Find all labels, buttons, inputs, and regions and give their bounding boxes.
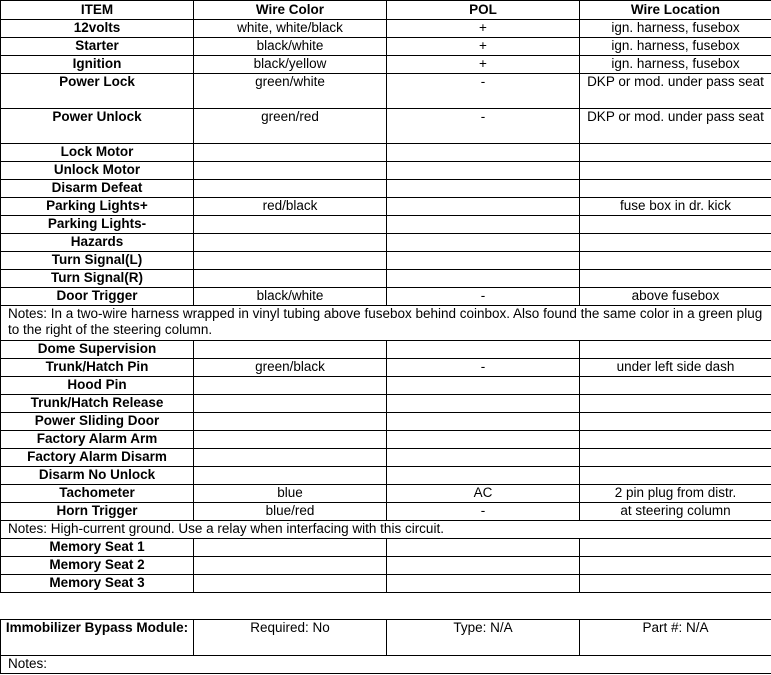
pol-cell [387, 431, 580, 449]
item-cell: Unlock Motor [1, 162, 194, 180]
wire-location-cell [580, 467, 771, 485]
table-row [1, 485, 771, 503]
header-wire-color: Wire Color [194, 1, 387, 20]
pol-cell [387, 216, 580, 234]
wire-location-cell: DKP or mod. under pass seat [580, 74, 771, 109]
table-row [1, 431, 771, 449]
pol-cell: + [387, 56, 580, 74]
item-cell: Horn Trigger [1, 503, 194, 521]
wire-color-cell: black/white [194, 288, 387, 306]
item-cell: Trunk/Hatch Pin [1, 359, 194, 377]
table-row [1, 74, 771, 109]
wire-location-cell: ign. harness, fusebox [580, 20, 771, 38]
table-row [1, 575, 771, 593]
item-cell: Starter [1, 38, 194, 56]
pol-cell: - [387, 503, 580, 521]
table-row [1, 56, 771, 74]
table-row [1, 449, 771, 467]
pol-cell [387, 395, 580, 413]
wire-location-cell: ign. harness, fusebox [580, 56, 771, 74]
wire-color-cell [194, 557, 387, 575]
header-item: ITEM [1, 1, 194, 20]
table-row [1, 341, 771, 359]
wire-color-cell [194, 180, 387, 198]
immobilizer-type: Type: N/A [387, 620, 580, 656]
pol-cell [387, 198, 580, 216]
item-cell: Factory Alarm Arm [1, 431, 194, 449]
wire-location-cell [580, 557, 771, 575]
pol-cell [387, 234, 580, 252]
immobilizer-label: Immobilizer Bypass Module: [1, 620, 194, 656]
table-row [1, 377, 771, 395]
table-row [1, 162, 771, 180]
pol-cell [387, 270, 580, 288]
notes-row [1, 521, 771, 539]
pol-cell [387, 557, 580, 575]
wire-color-cell: red/black [194, 198, 387, 216]
table-row [1, 467, 771, 485]
notes-text: Notes: In a two-wire harness wrapped in vinyl tubing above fusebox behind coinbox. Also found the same color in a green plug to the right of the steering column. [1, 306, 771, 341]
header-wire-location: Wire Location [580, 1, 771, 20]
immobilizer-table [0, 619, 771, 674]
table-row [1, 539, 771, 557]
wire-color-cell [194, 431, 387, 449]
wire-location-cell [580, 431, 771, 449]
immobilizer-notes-row [1, 656, 771, 674]
table-row [1, 252, 771, 270]
wire-color-cell [194, 539, 387, 557]
table-header-row [1, 1, 771, 20]
notes-row [1, 306, 771, 341]
item-cell: Memory Seat 3 [1, 575, 194, 593]
item-cell: Trunk/Hatch Release [1, 395, 194, 413]
wire-color-cell [194, 413, 387, 431]
pol-cell: + [387, 38, 580, 56]
wire-color-cell [194, 270, 387, 288]
item-cell: Parking Lights- [1, 216, 194, 234]
wire-color-cell [194, 395, 387, 413]
wire-location-cell: under left side dash [580, 359, 771, 377]
pol-cell [387, 162, 580, 180]
immobilizer-row [1, 620, 771, 656]
item-cell: Factory Alarm Disarm [1, 449, 194, 467]
item-cell: Ignition [1, 56, 194, 74]
item-cell: 12volts [1, 20, 194, 38]
item-cell: Memory Seat 2 [1, 557, 194, 575]
pol-cell [387, 144, 580, 162]
wire-color-cell [194, 144, 387, 162]
wire-location-cell [580, 377, 771, 395]
table-row [1, 144, 771, 162]
wire-color-cell [194, 216, 387, 234]
item-cell: Power Unlock [1, 109, 194, 144]
pol-cell: - [387, 288, 580, 306]
wire-location-cell [580, 180, 771, 198]
immobilizer-part: Part #: N/A [580, 620, 771, 656]
table-row [1, 359, 771, 377]
wire-color-cell: blue [194, 485, 387, 503]
wire-color-cell [194, 575, 387, 593]
pol-cell [387, 180, 580, 198]
pol-cell: AC [387, 485, 580, 503]
wire-color-cell [194, 234, 387, 252]
wire-location-cell [580, 162, 771, 180]
table-row [1, 413, 771, 431]
table-row [1, 270, 771, 288]
item-cell: Disarm Defeat [1, 180, 194, 198]
item-cell: Power Lock [1, 74, 194, 109]
notes-text: Notes: High-current ground. Use a relay when interfacing with this circuit. [1, 521, 771, 539]
wire-location-cell [580, 144, 771, 162]
wire-color-cell [194, 467, 387, 485]
item-cell: Hood Pin [1, 377, 194, 395]
pol-cell [387, 413, 580, 431]
item-cell: Turn Signal(R) [1, 270, 194, 288]
item-cell: Lock Motor [1, 144, 194, 162]
wire-location-cell: above fusebox [580, 288, 771, 306]
wire-location-cell [580, 449, 771, 467]
table-row [1, 395, 771, 413]
pol-cell [387, 341, 580, 359]
wire-location-cell: DKP or mod. under pass seat [580, 109, 771, 144]
pol-cell [387, 467, 580, 485]
wire-location-cell: fuse box in dr. kick [580, 198, 771, 216]
wire-location-cell [580, 575, 771, 593]
wire-color-cell: green/white [194, 74, 387, 109]
pol-cell [387, 449, 580, 467]
pol-cell: - [387, 359, 580, 377]
table-row [1, 216, 771, 234]
table-row [1, 20, 771, 38]
table-row [1, 288, 771, 306]
wire-color-cell: blue/red [194, 503, 387, 521]
table-row [1, 109, 771, 144]
wire-color-cell [194, 162, 387, 180]
item-cell: Dome Supervision [1, 341, 194, 359]
table-row [1, 180, 771, 198]
pol-cell [387, 539, 580, 557]
wire-color-cell: white, white/black [194, 20, 387, 38]
table-row [1, 234, 771, 252]
table-row [1, 198, 771, 216]
pol-cell: - [387, 109, 580, 144]
wire-location-cell [580, 270, 771, 288]
item-cell: Power Sliding Door [1, 413, 194, 431]
table-row [1, 557, 771, 575]
wire-color-cell: green/black [194, 359, 387, 377]
item-cell: Turn Signal(L) [1, 252, 194, 270]
item-cell: Hazards [1, 234, 194, 252]
immobilizer-required: Required: No [194, 620, 387, 656]
wire-location-cell [580, 539, 771, 557]
pol-cell [387, 575, 580, 593]
item-cell: Disarm No Unlock [1, 467, 194, 485]
wire-color-cell: green/red [194, 109, 387, 144]
wire-location-cell [580, 252, 771, 270]
wire-location-cell [580, 341, 771, 359]
wire-color-cell: black/yellow [194, 56, 387, 74]
table-body [1, 20, 771, 593]
item-cell: Memory Seat 1 [1, 539, 194, 557]
wire-location-cell [580, 216, 771, 234]
table-row [1, 503, 771, 521]
wire-location-cell [580, 413, 771, 431]
wire-color-cell [194, 449, 387, 467]
wire-color-cell [194, 341, 387, 359]
pol-cell [387, 377, 580, 395]
wire-location-cell: ign. harness, fusebox [580, 38, 771, 56]
table-row [1, 38, 771, 56]
wire-location-cell [580, 234, 771, 252]
immobilizer-notes: Notes: [1, 656, 771, 674]
wire-color-cell [194, 252, 387, 270]
header-pol: POL [387, 1, 580, 20]
wire-location-cell [580, 395, 771, 413]
wire-location-cell: 2 pin plug from distr. [580, 485, 771, 503]
item-cell: Tachometer [1, 485, 194, 503]
item-cell: Parking Lights+ [1, 198, 194, 216]
wire-location-cell: at steering column [580, 503, 771, 521]
wire-color-cell [194, 377, 387, 395]
wire-color-cell: black/white [194, 38, 387, 56]
item-cell: Door Trigger [1, 288, 194, 306]
pol-cell: - [387, 74, 580, 109]
pol-cell: + [387, 20, 580, 38]
pol-cell [387, 252, 580, 270]
